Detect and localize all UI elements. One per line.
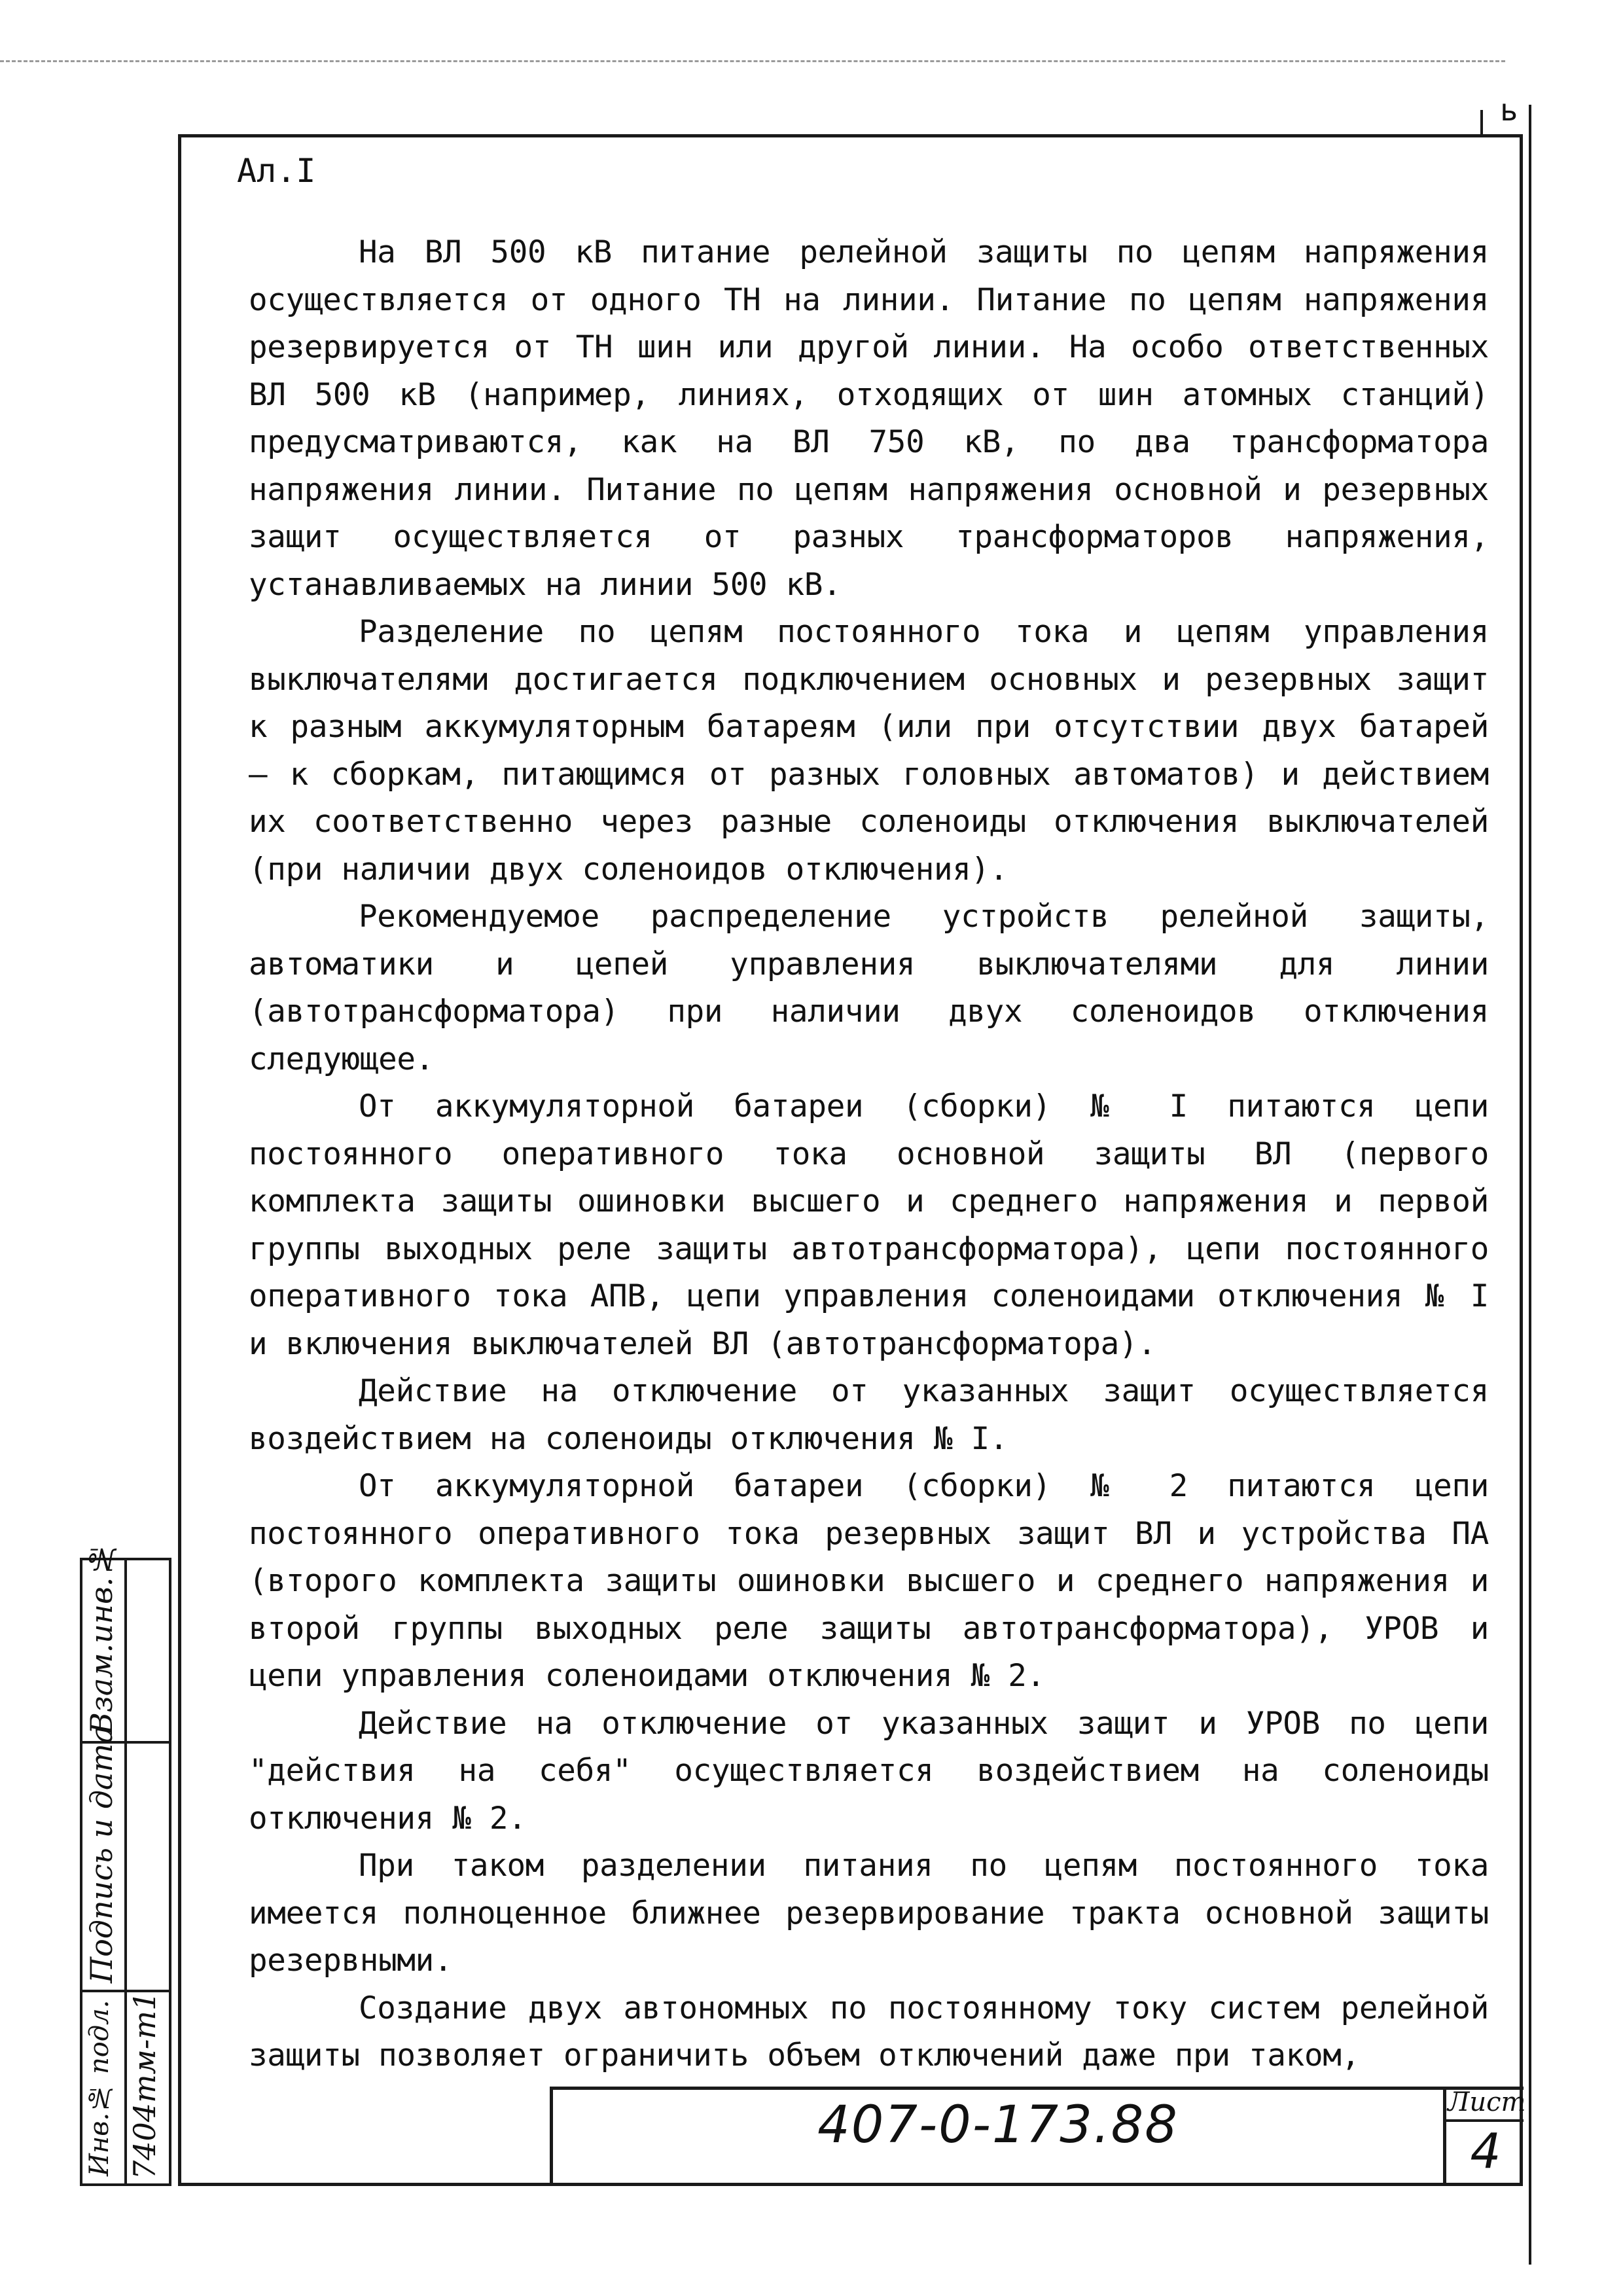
sheet-cell-divider <box>1443 2087 1446 2186</box>
paragraph: Рекомендуемое распределение устройств релейной защиты, автоматики и цепей управления выключателями для линии (автотрансформатора) при наличии двух соленоидов отключения следующее. <box>249 899 1489 1077</box>
frame-right-edge <box>1529 105 1531 2265</box>
replacement-inv-label: Взам.инв.№ <box>84 1541 119 1734</box>
original-inv-value: 7404тм-т1 <box>127 1991 162 2179</box>
sheet-number: 4 <box>1470 2123 1501 2179</box>
signature-date-label: Подпись и дата <box>84 1725 119 1983</box>
document-code: 407-0-173.88 <box>817 2096 1179 2155</box>
paragraph: Действие на отключение от указанных защит осуществляется воздействием на соленоиды отключения № I. <box>249 1373 1489 1457</box>
sheet-label: Лист <box>1448 2087 1526 2117</box>
body-text <box>249 229 1489 2080</box>
paragraph: Разделение по цепям постоянного тока и цепям управления выключателями достигается подключением основных и резервных защит к разным аккумуляторным батареям (или при отсутствии двух батарей – к сборкам, питающимся от разных головных автоматов) и действием их соответственно через разные соленоиды отключения выключателей (при наличии двух соленоидов отключения). <box>249 614 1489 888</box>
section-label: Ал.I <box>237 152 316 190</box>
corner-number: ь <box>1500 92 1518 128</box>
paragraph: Действие на отключение от указанных защит и УРОВ по цепи "действия на себя" осуществляется воздействием на соленоиды отключения № 2. <box>249 1705 1489 1837</box>
corner-tick <box>1480 110 1483 136</box>
paragraph: На ВЛ 500 кВ питание релейной защиты по цепям напряжения осуществляется от одного ТН на линии. Питание по цепям напряжения резервируется от ТН шин или другой линии. На особо ответственных ВЛ 500 кВ (например, линиях, отходящих от шин атомных станций) предусматриваются, как на ВЛ 750 кВ, по два трансформатора напряжения линии. Питание по цепям напряжения основной и резервных защит осуществляется от разных трансформаторов напряжения, устанавливаемых на линии 500 кВ. <box>249 234 1489 603</box>
title-block-top-border <box>550 2087 1524 2090</box>
sheet-cell-line <box>1443 2119 1524 2122</box>
paragraph: От аккумуляторной батареи (сборки) № I питаются цепи постоянного оперативного тока основной защиты ВЛ (первого комплекта защиты ошиновки высшего и среднего напряжения и первой группы выходных реле защиты автотрансформатора), цепи постоянного оперативного тока АПВ, цепи управления соленоидами отключения № I и включения выключателей ВЛ (автотрансформатора). <box>249 1088 1489 1362</box>
paragraph: От аккумуляторной батареи (сборки) № 2 питаются цепи постоянного оперативного тока резервных защит ВЛ и устройства ПА (второго комплекта защиты ошиновки высшего и среднего напряжения и второй группы выходных реле защиты автотрансформатора), УРОВ и цепи управления соленоидами отключения № 2. <box>249 1468 1489 1694</box>
scan-edge-line <box>0 60 1505 62</box>
paragraph: Создание двух автономных по постоянному току систем релейной защиты позволяет ограничить объем отключений даже при таком, <box>249 1990 1489 2073</box>
original-inv-label: Инв.№ подл. <box>84 2000 115 2176</box>
paragraph: При таком разделении питания по цепям постоянного тока имеется полноценное ближнее резервирование тракта основной защиты резервными. <box>249 1848 1489 1979</box>
